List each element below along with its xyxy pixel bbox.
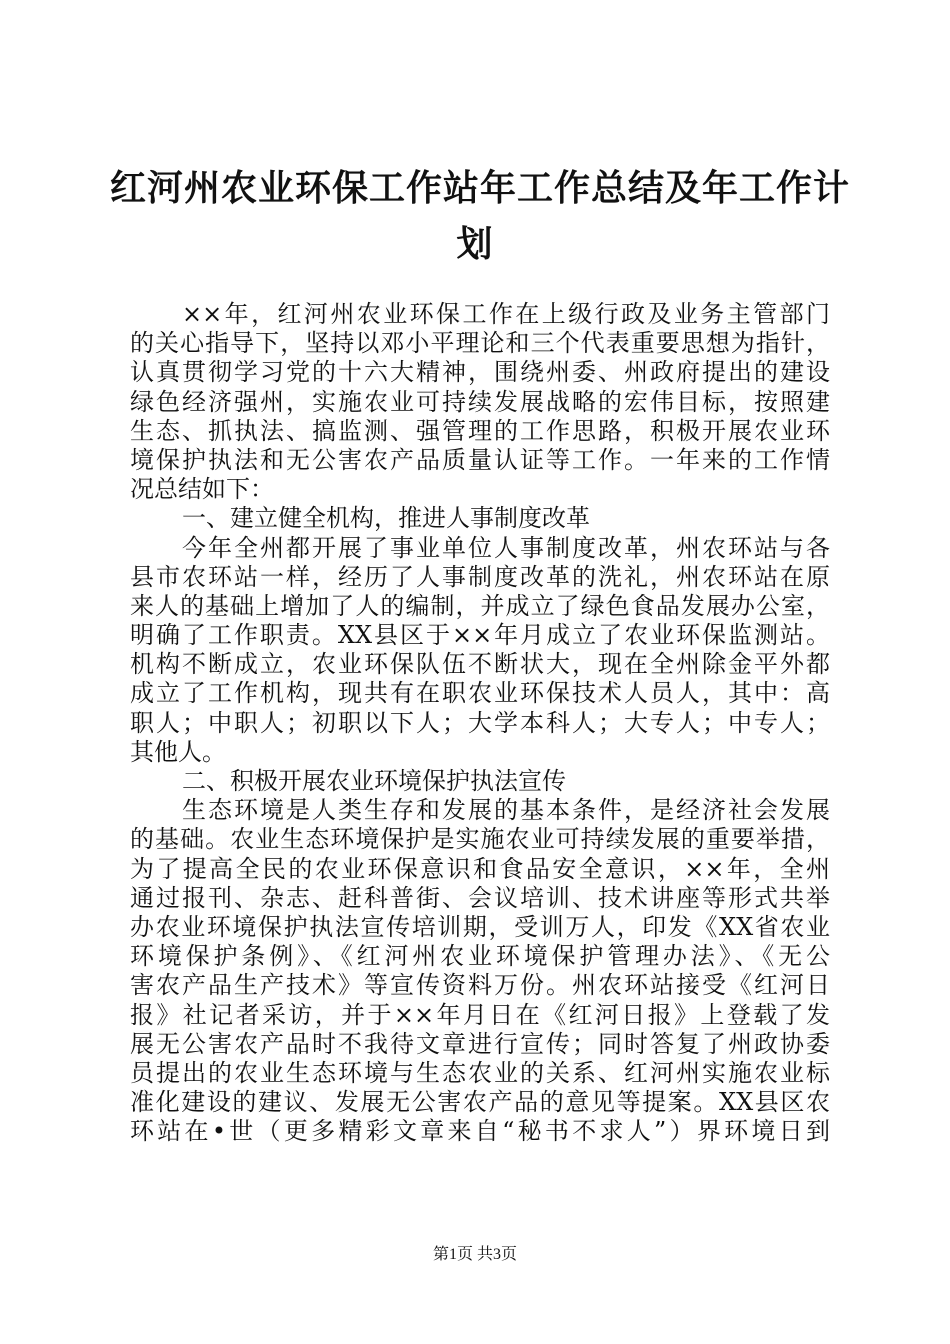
- document-title-line-1: 红河州农业环保工作站年工作总结及年工作计: [110, 167, 851, 209]
- page-footer: 第1页 共3页: [432, 1246, 517, 1263]
- document-title-line-2: 划: [456, 223, 494, 265]
- paragraph-2-line: 今年全州都开展了事业单位人事制度改革，州农环站与各: [182, 533, 830, 562]
- paragraph-1-line: 绿色经济强州，实施农业可持续发展战略的宏伟目标，按照建: [130, 387, 830, 416]
- paragraph-1-line: 生态、抓执法、搞监测、强管理的工作思路，积极开展农业环: [130, 416, 830, 445]
- paragraph-1-line: 况总结如下：: [130, 475, 274, 504]
- paragraph-3-line: 准化建设的建议、发展无公害农产品的意见等提案。XX县区农: [130, 1088, 830, 1117]
- document-body: [130, 300, 830, 1146]
- paragraph-2-line: 职人；中职人；初职以下人；大学本科人；大专人；中专人；: [130, 708, 830, 737]
- paragraph-1-line: ××年，红河州农业环保工作在上级行政及业务主管部门: [182, 300, 830, 328]
- paragraph-1-line: 境保护执法和无公害农产品质量认证等工作。一年来的工作情: [130, 445, 830, 474]
- paragraph-3-line: 环站在•世（更多精彩文章来自“秘书不求人”）界环境日到: [130, 1117, 830, 1146]
- paragraph-3-line: 环境保护条例》、《红河州农业环境保护管理办法》、《无公: [130, 942, 830, 971]
- section-heading-1: 一、建立健全机构，推进人事制度改革: [182, 504, 590, 533]
- paragraph-3-line: 展无公害农产品时不我待文章进行宣传；同时答复了州政协委: [130, 1029, 830, 1058]
- paragraph-3-line: 害农产品生产技术》等宣传资料万份。州农环站接受《红河日: [130, 971, 830, 1000]
- paragraph-3-line: 的基础。农业生态环境保护是实施农业可持续发展的重要举措，: [130, 825, 830, 854]
- paragraph-3-line: 为了提高全民的农业环保意识和食品安全意识，××年，全州: [130, 854, 830, 883]
- paragraph-1-line: 的关心指导下，坚持以邓小平理论和三个代表重要思想为指针，: [130, 329, 830, 358]
- paragraph-2-line: 成立了工作机构，现共有在职农业环保技术人员人，其中：高: [130, 679, 830, 708]
- paragraph-3-line: 办农业环境保护执法宣传培训期，受训万人，印发《XX省农业: [130, 912, 830, 941]
- paragraph-3-line: 员提出的农业生态环境与生态农业的关系、红河州实施农业标: [130, 1058, 830, 1087]
- section-heading-2: 二、积极开展农业环境保护执法宣传: [182, 767, 566, 795]
- paragraph-2-line: 其他人。: [130, 737, 226, 766]
- paragraph-1-line: 认真贯彻学习党的十六大精神，围绕州委、州政府提出的建设: [130, 358, 830, 387]
- paragraph-2-line: 县市农环站一样，经历了人事制度改革的洗礼，州农环站在原: [130, 562, 830, 591]
- paragraph-3-line: 报》社记者采访，并于××年月日在《红河日报》上登载了发: [130, 1000, 830, 1029]
- paragraph-2-line: 来人的基础上增加了人的编制，并成立了绿色食品发展办公室，: [130, 591, 830, 620]
- paragraph-2-line: 机构不断成立，农业环保队伍不断状大，现在全州除金平外都: [130, 650, 830, 679]
- paragraph-3-line: 通过报刊、杂志、赶科普街、会议培训、技术讲座等形式共举: [130, 883, 830, 912]
- paragraph-3-line: 生态环境是人类生存和发展的基本条件，是经济社会发展: [182, 796, 830, 825]
- paragraph-2-line: 明确了工作职责。XX县区于××年月成立了农业环保监测站。: [130, 621, 830, 650]
